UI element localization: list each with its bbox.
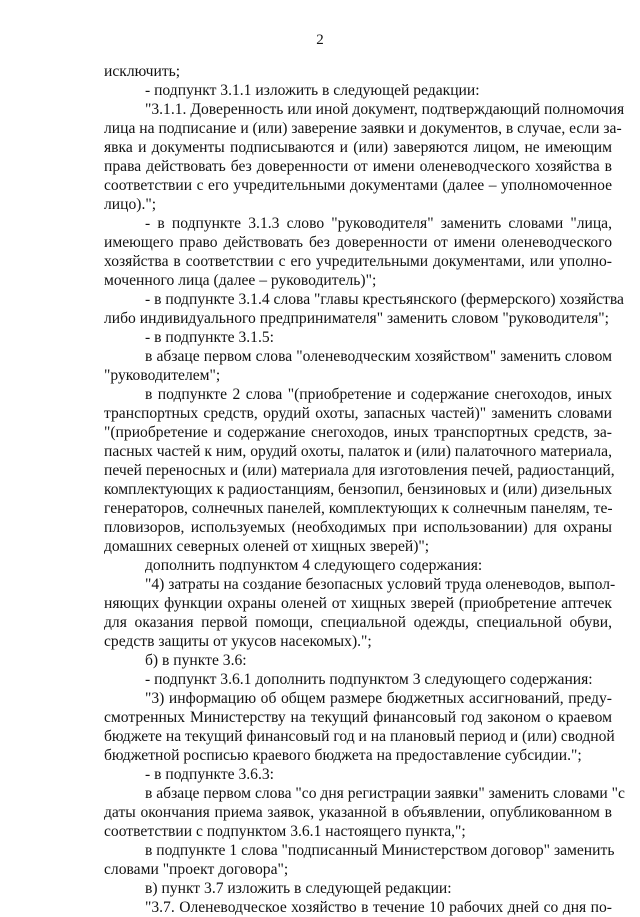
- page-number: 2: [316, 32, 324, 48]
- text-line: комплектующих к радиостанциям, бензопил, бензиновых и (или) дизельных: [104, 481, 613, 498]
- text-line: в подпункте 2 слова "(приобретение и содержание снегоходов, иных: [145, 386, 612, 403]
- text-line: соответствии с подпунктом 3.6.1 настоящего пункта,";: [104, 823, 466, 840]
- text-line: - в подпункте 3.1.3 слово "руководителя" заменить словами "лица,: [145, 215, 612, 232]
- text-line: в абзаце первом слова "оленеводческим хозяйством" заменить словом: [145, 348, 612, 365]
- text-line: "3.1.1. Доверенность или иной документ, подтверждающий полномочия: [145, 101, 625, 118]
- text-line: генераторов, солнечных панелей, комплектующих к солнечным панелям, те-: [104, 500, 613, 517]
- text-line: печей переносных и (или) материала для изготовления печей, радиостанций,: [104, 462, 615, 479]
- text-line: - в подпункте 3.1.4 слова "главы крестьянского (фермерского) хозяйства: [145, 291, 624, 308]
- text-line: моченного лица (далее – руководитель)";: [104, 272, 377, 289]
- text-line: - подпункт 3.6.1 дополнить подпунктом 3 следующего содержания:: [145, 671, 593, 688]
- text-line: домашних северных оленей от хищных зверей)";: [104, 538, 430, 555]
- text-line: имеющего право действовать без доверенности от имени оленеводческого: [104, 234, 612, 251]
- text-line: пловизоров, используемых (необходимых при использовании) для охраны: [104, 519, 612, 536]
- text-line: исключить;: [104, 63, 181, 80]
- text-line: хозяйства в соответствии с его учредительными документами, или уполно-: [104, 253, 612, 270]
- text-line: б) в пункте 3.6:: [145, 652, 247, 669]
- text-line: средств защиты от укусов насекомых).";: [104, 633, 372, 650]
- text-line: "4) затраты на создание безопасных условий труда оленеводов, выпол-: [145, 576, 616, 593]
- text-line: в подпункте 1 слова "подписанный Министерством договор" заменить: [145, 842, 615, 859]
- text-line: лицо).";: [104, 196, 157, 213]
- text-line: лица на подписание и (или) заверение заявки и документов, в случае, если за-: [104, 120, 622, 137]
- text-line: - в подпункте 3.1.5:: [145, 329, 274, 346]
- text-line: словами "проект договора";: [104, 861, 289, 878]
- text-line: в абзаце первом слова "со дня регистрации заявки" заменить словами "с: [145, 785, 625, 802]
- text-line: даты окончания приема заявок, указанной в объявлении, опубликованном в: [104, 804, 612, 821]
- text-line: бюджете на текущий финансовый год и на плановый период и (или) сводной: [104, 728, 615, 745]
- text-line: - подпункт 3.1.1 изложить в следующей редакции:: [145, 82, 480, 99]
- document-body: [104, 62, 625, 917]
- text-line: "(приобретение и содержание снегоходов, иных транспортных средств, за-: [104, 424, 612, 441]
- text-line: смотренных Министерству на текущий финансовый год законом о краевом: [104, 709, 612, 726]
- text-line: права действовать без доверенности от имени оленеводческого хозяйства в: [104, 158, 612, 175]
- text-line: - в подпункте 3.6.3:: [145, 766, 274, 783]
- text-line: для оказания первой помощи, специальной одежды, специальной обуви,: [104, 614, 612, 631]
- text-line: соответствии с его учредительными документами (далее – уполномоченное: [104, 177, 612, 194]
- text-line: в) пункт 3.7 изложить в следующей редакции:: [145, 880, 452, 897]
- text-line: "3.7. Оленеводческое хозяйство в течение 10 рабочих дней со дня по-: [145, 899, 612, 916]
- text-line: либо индивидуального предпринимателя" заменить словом "руководителя";: [104, 310, 609, 327]
- text-line: "руководителем";: [104, 367, 221, 384]
- text-line: явка и документы подписываются и (или) заверяются лицом, не имеющим: [104, 139, 612, 156]
- text-line: "3) информацию об общем размере бюджетных ассигнований, преду-: [145, 690, 612, 707]
- text-line: няющих функции охраны оленей от хищных зверей (приобретение аптечек: [104, 595, 612, 612]
- text-line: бюджетной росписью краевого бюджета на предоставление субсидии.";: [104, 747, 582, 764]
- text-line: дополнить подпунктом 4 следующего содержания:: [145, 557, 483, 574]
- text-line: пасных частей к ним, орудий охоты, палаток и (или) палаточного материала,: [104, 443, 613, 460]
- text-line: транспортных средств, орудий охоты, запасных частей)" заменить словами: [104, 405, 612, 422]
